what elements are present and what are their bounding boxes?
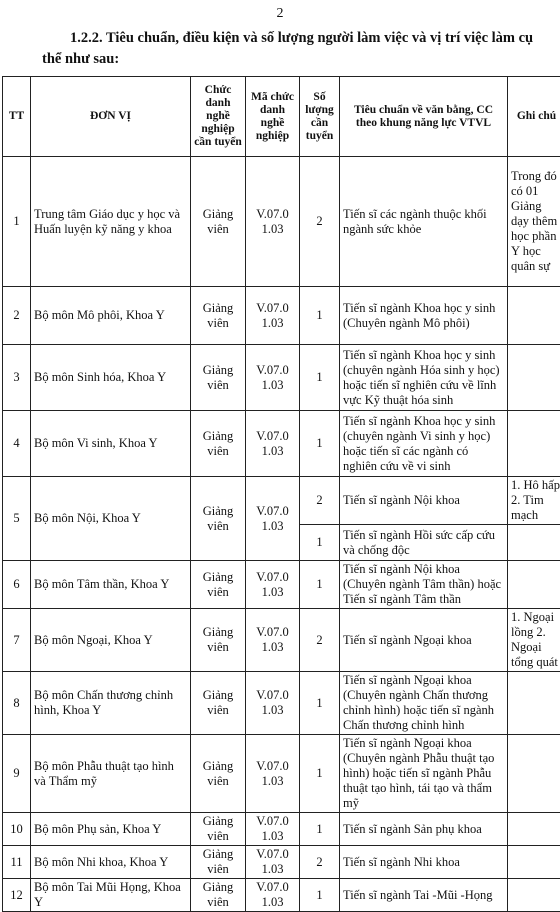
cell-tt: 2 — [3, 287, 31, 345]
cell-qty: 2 — [300, 609, 340, 672]
recruitment-table — [2, 76, 560, 912]
table-row — [3, 846, 560, 879]
cell-title: Giảng viên — [191, 672, 246, 735]
cell-standard: Tiến sĩ ngành Ngoại khoa (Chuyên ngành Chấn thương chỉnh hình) hoặc tiến sĩ ngành Chấn thương chỉnh hình — [340, 672, 508, 735]
cell-standard: Tiến sĩ ngành Khoa học y sinh (chuyên ngành Vi sinh y học) hoặc tiến sĩ các ngành có nghiên cứu về vi sinh — [340, 411, 508, 477]
cell-standard: Tiến sĩ ngành Ngoại khoa (Chuyên ngành Phẫu thuật tạo hình) hoặc tiến sĩ ngành Phẫu thuật tạo hình, tái tạo và thẩm mỹ — [340, 735, 508, 813]
cell-code: V.07.0 1.03 — [246, 846, 300, 879]
cell-standard: Tiến sĩ ngành Nội khoa (Chuyên ngành Tâm thần) hoặc Tiến sĩ ngành Tâm thần — [340, 561, 508, 609]
cell-standard: Tiến sĩ ngành Ngoại khoa — [340, 609, 508, 672]
cell-note — [508, 735, 560, 813]
cell-standard: Tiến sĩ ngành Sản phụ khoa — [340, 813, 508, 846]
cell-standard: Tiến sĩ ngành Tai -Mũi -Họng — [340, 879, 508, 912]
header-tt: TT — [3, 77, 31, 157]
cell-tt: 12 — [3, 879, 31, 912]
cell-unit: Bộ môn Phẫu thuật tạo hình và Thẩm mỹ — [31, 735, 191, 813]
cell-code: V.07.0 1.03 — [246, 609, 300, 672]
cell-unit: Bộ môn Sinh hóa, Khoa Y — [31, 345, 191, 411]
cell-standard: Tiến sĩ ngành Khoa học y sinh (Chuyên ngành Mô phôi) — [340, 287, 508, 345]
cell-title: Giảng viên — [191, 561, 246, 609]
cell-code: V.07.0 1.03 — [246, 672, 300, 735]
cell-unit: Bộ môn Tai Mũi Họng, Khoa Y — [31, 879, 191, 912]
cell-qty: 1 — [300, 561, 340, 609]
cell-standard: Tiến sĩ ngành Hồi sức cấp cứu và chống độc — [340, 525, 508, 561]
cell-qty: 1 — [300, 287, 340, 345]
cell-standard: Tiến sĩ ngành Nhi khoa — [340, 846, 508, 879]
cell-code: V.07.0 1.03 — [246, 157, 300, 287]
cell-note — [508, 672, 560, 735]
cell-note — [508, 813, 560, 846]
cell-title: Giảng viên — [191, 846, 246, 879]
cell-qty: 2 — [300, 157, 340, 287]
cell-note: 1. Ngoại lồng 2. Ngoại tổng quát — [508, 609, 560, 672]
cell-title: Giảng viên — [191, 157, 246, 287]
table-row — [3, 287, 560, 345]
cell-code: V.07.0 1.03 — [246, 477, 300, 561]
cell-code: V.07.0 1.03 — [246, 411, 300, 477]
table-row — [3, 561, 560, 609]
cell-code: V.07.0 1.03 — [246, 735, 300, 813]
header-title: Chức danh nghề nghiệp cần tuyển — [191, 77, 246, 157]
header-note: Ghi chú — [508, 77, 560, 157]
cell-qty: 1 — [300, 525, 340, 561]
header-standard: Tiêu chuẩn về văn bằng, CC theo khung năng lực VTVL — [340, 77, 508, 157]
cell-code: V.07.0 1.03 — [246, 345, 300, 411]
cell-unit: Bộ môn Chấn thương chỉnh hình, Khoa Y — [31, 672, 191, 735]
cell-tt: 4 — [3, 411, 31, 477]
cell-qty: 2 — [300, 477, 340, 525]
cell-code: V.07.0 1.03 — [246, 561, 300, 609]
cell-unit: Bộ môn Nhi khoa, Khoa Y — [31, 846, 191, 879]
cell-code: V.07.0 1.03 — [246, 879, 300, 912]
section-heading-text: 1.2.2. Tiêu chuẩn, điều kiện và số lượng người làm việc và vị trí việc làm cụ thể như sau: — [42, 30, 533, 67]
cell-tt: 9 — [3, 735, 31, 813]
cell-title: Giảng viên — [191, 813, 246, 846]
cell-tt: 6 — [3, 561, 31, 609]
cell-note: 1. Hô hấp 2. Tim mạch — [508, 477, 560, 525]
cell-tt: 10 — [3, 813, 31, 846]
cell-unit: Bộ môn Mô phôi, Khoa Y — [31, 287, 191, 345]
cell-unit: Bộ môn Vi sinh, Khoa Y — [31, 411, 191, 477]
cell-unit: Bộ môn Ngoại, Khoa Y — [31, 609, 191, 672]
header-unit: ĐƠN VỊ — [31, 77, 191, 157]
cell-qty: 1 — [300, 879, 340, 912]
table-header-row — [3, 77, 560, 157]
table-row — [3, 672, 560, 735]
table-row — [3, 477, 560, 525]
cell-title: Giảng viên — [191, 609, 246, 672]
table-row — [3, 735, 560, 813]
table-row — [3, 345, 560, 411]
cell-qty: 1 — [300, 345, 340, 411]
cell-note — [508, 345, 560, 411]
header-code: Mã chức danh nghề nghiệp — [246, 77, 300, 157]
cell-unit: Bộ môn Nội, Khoa Y — [31, 477, 191, 561]
cell-title: Giảng viên — [191, 879, 246, 912]
cell-qty: 2 — [300, 846, 340, 879]
cell-note — [508, 287, 560, 345]
table-row — [3, 813, 560, 846]
cell-standard: Tiến sĩ ngành Khoa học y sinh (chuyên ngành Hóa sinh y học) hoặc tiến sĩ nghiên cứu về lĩnh vực Kỹ thuật hóa sinh — [340, 345, 508, 411]
cell-title: Giảng viên — [191, 287, 246, 345]
table-row — [3, 411, 560, 477]
cell-tt: 5 — [3, 477, 31, 561]
cell-note — [508, 879, 560, 912]
cell-qty: 1 — [300, 672, 340, 735]
cell-note — [508, 846, 560, 879]
cell-standard: Tiến sĩ các ngành thuộc khối ngành sức khỏe — [340, 157, 508, 287]
cell-tt: 3 — [3, 345, 31, 411]
cell-title: Giảng viên — [191, 735, 246, 813]
cell-note: Trong đó có 01 Giảng dạy thêm học phần Y học quân sự — [508, 157, 560, 287]
cell-note — [508, 525, 560, 561]
cell-code: V.07.0 1.03 — [246, 287, 300, 345]
header-qty: Số lượng cần tuyển — [300, 77, 340, 157]
cell-qty: 1 — [300, 411, 340, 477]
cell-tt: 1 — [3, 157, 31, 287]
cell-note — [508, 561, 560, 609]
cell-note — [508, 411, 560, 477]
table-row — [3, 157, 560, 287]
cell-unit: Trung tâm Giáo dục y học và Huấn luyện kỹ năng y khoa — [31, 157, 191, 287]
cell-unit: Bộ môn Phụ sản, Khoa Y — [31, 813, 191, 846]
table-row — [3, 609, 560, 672]
cell-title: Giảng viên — [191, 477, 246, 561]
cell-qty: 1 — [300, 735, 340, 813]
cell-tt: 7 — [3, 609, 31, 672]
cell-title: Giảng viên — [191, 345, 246, 411]
cell-qty: 1 — [300, 813, 340, 846]
section-heading — [42, 28, 542, 70]
cell-tt: 11 — [3, 846, 31, 879]
table-row — [3, 879, 560, 912]
cell-title: Giảng viên — [191, 411, 246, 477]
cell-standard: Tiến sĩ ngành Nội khoa — [340, 477, 508, 525]
page-number: 2 — [0, 6, 560, 22]
cell-tt: 8 — [3, 672, 31, 735]
cell-code: V.07.0 1.03 — [246, 813, 300, 846]
cell-unit: Bộ môn Tâm thần, Khoa Y — [31, 561, 191, 609]
